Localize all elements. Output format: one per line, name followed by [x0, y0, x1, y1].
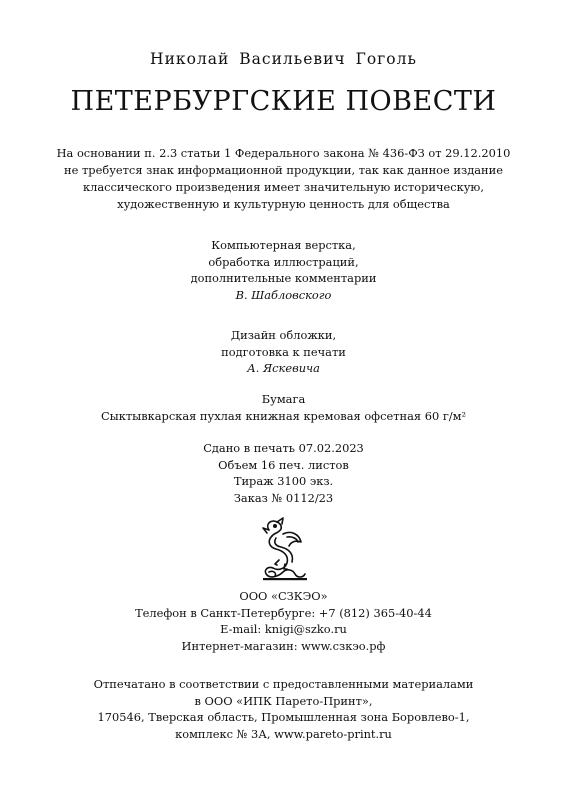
publisher-line: ООО «СЗКЭО» — [239, 589, 328, 603]
printer-line: Отпечатано в соответствии с предоставленными материалами — [93, 677, 474, 691]
notice-line: На основании п. 2.3 статьи 1 Федерального закона № 436-ФЗ от 29.12.2010 — [56, 146, 511, 160]
credit-name: А. Яскевича — [247, 361, 320, 375]
publisher-line: Интернет-магазин: www.сзкэо.рф — [181, 638, 386, 653]
credit-line: обработка иллюстраций, — [208, 254, 359, 269]
notice-line: художественную и культурную ценность для общества — [117, 197, 450, 211]
printer-line: комплекс № 3А, www.pareto-print.ru — [175, 726, 392, 741]
print-detail-line: Объем 16 печ. листов — [218, 457, 349, 472]
author-name: Николай Васильевич Гоголь — [150, 50, 417, 68]
publisher-line: Телефон в Санкт-Петербурге: +7 (812) 365-40-44 — [135, 605, 432, 620]
book-title: ПЕТЕРБУРГСКИЕ ПОВЕСТИ — [70, 86, 497, 117]
printer-info — [60, 676, 507, 742]
publisher-line: E-mail: knigi@szko.ru — [220, 622, 347, 636]
printer-line: в ООО «ИПК Парето-Принт», — [194, 693, 373, 708]
age-rating-notice — [40, 145, 527, 213]
printer-line: 170546, Тверская область, Промышленная зона Боровлево-1, — [97, 710, 470, 724]
typesetting-credits — [60, 237, 507, 303]
notice-line: не требуется знак информационной продукции, так как данное издание — [64, 163, 503, 177]
print-details — [60, 440, 507, 506]
publisher-info — [60, 588, 507, 654]
paper-info — [60, 391, 507, 424]
credit-name: В. Шабловского — [235, 287, 332, 302]
print-detail-line: Тираж 3100 экз. — [233, 474, 334, 488]
dragon-emblem-icon — [249, 516, 315, 582]
credit-line: Компьютерная верстка, — [211, 238, 356, 252]
print-detail-line: Заказ № 0112/23 — [233, 490, 334, 505]
paper-description: Сыктывкарская пухлая книжная кремовая офсетная 60 г/м² — [100, 408, 467, 423]
notice-line: классического произведения имеет значительную историческую, — [83, 180, 484, 194]
paper-label: Бумага — [261, 392, 306, 406]
credit-line: Дизайн обложки, — [230, 328, 337, 342]
print-detail-line: Сдано в печать 07.02.2023 — [203, 441, 364, 455]
credit-line: дополнительные комментарии — [190, 271, 377, 285]
credit-line: подготовка к печати — [221, 344, 346, 359]
design-credits — [60, 327, 507, 377]
